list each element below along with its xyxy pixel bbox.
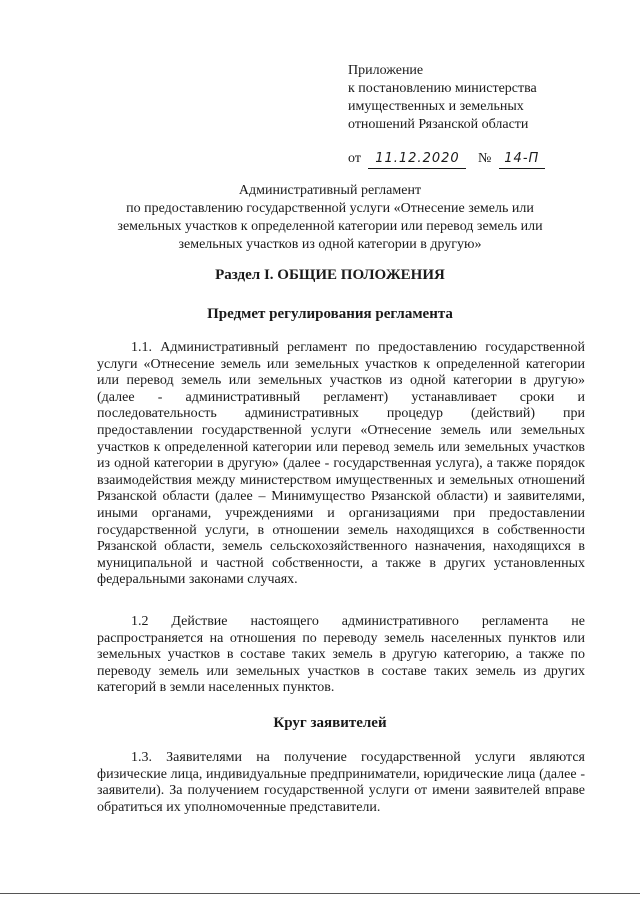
title-line: Административный регламент	[238, 183, 422, 198]
number-sign: №	[477, 151, 492, 166]
appendix-line: имущественных и земельных	[348, 99, 524, 114]
handwritten-date: 11.12.2020	[368, 150, 466, 169]
date-prefix: от	[348, 151, 361, 166]
appendix-line: к постановлению министерства	[348, 81, 537, 96]
scan-bottom-edge	[0, 893, 640, 894]
title-line: земельных участков из одной категории в другую»	[178, 237, 482, 252]
handwritten-number: 14-П	[499, 150, 545, 169]
appendix-line: Приложение	[348, 63, 424, 78]
document-title	[90, 182, 570, 254]
section-heading: Раздел I. ОБЩИЕ ПОЛОЖЕНИЯ	[215, 267, 445, 283]
title-line: земельных участков к определенной категории или перевод земель или	[117, 219, 543, 234]
paragraph-1-1: 1.1. Административный регламент по предоставлению государственной услуги «Отнесение земель или земельных участков к определенной категории или перевод земель или земельных участков из одной категории в другую» (далее - административный регламент) устанавливает сроки и последовательность административных процедур (действий) при предоставлении государственной услуги «Отнесение земель или земельных участков к определенной категории или перевод земель или земельных участков из одной категории в другую» (далее - государственная услуга), а также порядок взаимодействия между министерством имущественных и земельных отношений Рязанской области (далее – Минимущество Рязанской области) и заявителями, иными органами, учреждениями и организациями при предоставлении государственной услуги, в отношении земель находящихся в собственности Рязанской области, земель сельскохозяйственного назначения, находящихся в муниципальной и частной собственности, а также в других установленных федеральными законами случаях.	[97, 340, 585, 588]
paragraph-1-3: 1.3. Заявителями на получение государственной услуги являются физические лица, индивидуальные предприниматели, юридические лица (далее - заявители). За получением государственной услуги от имени заявителей вправе обратиться их уполномоченные представители.	[97, 750, 585, 815]
subheading-applicants: Круг заявителей	[273, 715, 387, 731]
subheading-subject: Предмет регулирования регламента	[207, 306, 453, 322]
date-number-line	[348, 150, 545, 169]
appendix-block	[348, 62, 598, 134]
paragraph-1-2: 1.2 Действие настоящего административного регламента не распространяется на отношения по переводу земель населенных пунктов или земельных участков в составе таких земель в другую категорию, а также по переводу земель или земельных участков в составе таких земель из других категорий в земли населенных пунктов.	[97, 614, 585, 696]
appendix-line: отношений Рязанской области	[348, 117, 529, 132]
title-line: по предоставлению государственной услуги «Отнесение земель или	[126, 201, 534, 216]
